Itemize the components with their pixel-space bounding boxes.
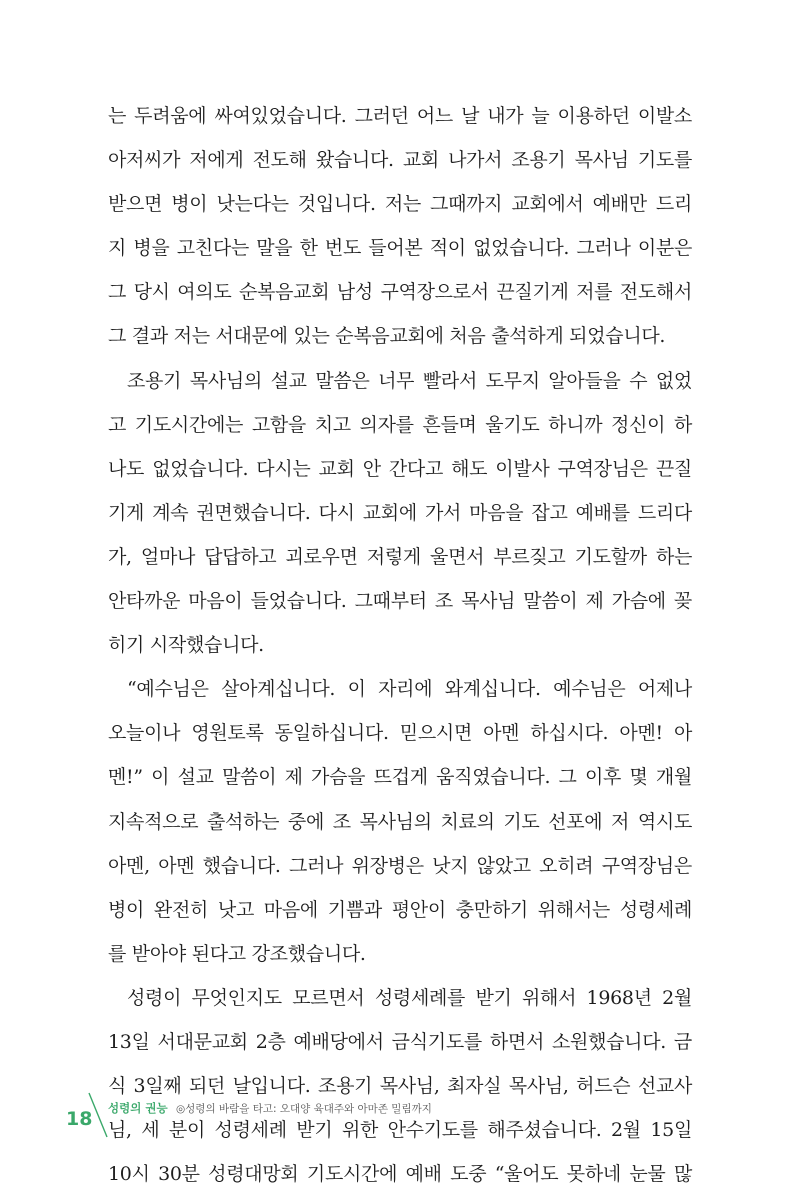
text-line: 그 당시 여의도 순복음교회 남성 구역장으로서 끈질기게 저를 전도해서 <box>108 281 692 304</box>
text-line: 조용기 목사님의 설교 말씀은 너무 빨라서 도무지 알아들을 수 없었 <box>127 369 692 392</box>
text-line: 나도 없었습니다. 다시는 교회 안 간다고 해도 이발사 구역장님은 끈질 <box>108 457 692 480</box>
page-footer <box>66 1092 766 1142</box>
text-line: 아저씨가 저에게 전도해 왔습니다. 교회 나가서 조용기 목사님 기도를 <box>108 149 692 172</box>
text-line: 아멘, 아멘 했습니다. 그러나 위장병은 낫지 않았고 오히려 구역장님은 <box>108 854 692 877</box>
text-line: 가, 얼마나 답답하고 괴로우면 저렇게 울면서 부르짖고 기도할까 하는 <box>108 545 692 568</box>
text-line: 를 받아야 된다고 강조했습니다. <box>108 942 366 965</box>
text-line: 고 기도시간에는 고함을 치고 의자를 흔들며 울기도 하니까 정신이 하 <box>108 413 692 436</box>
text-line: 식 3일째 되던 날입니다. 조용기 목사님, 최자실 목사님, 허드슨 선교사 <box>108 1075 692 1098</box>
text-line: 는 두려움에 싸여있었습니다. 그러던 어느 날 내가 늘 이용하던 이발소 <box>108 105 692 127</box>
text-line: 멘!” 이 설교 말씀이 제 가슴을 뜨겁게 움직였습니다. 그 이후 몇 개월 <box>108 766 692 789</box>
text-line: 기게 계속 권면했습니다. 다시 교회에 가서 마음을 잡고 예배를 드리다 <box>108 501 692 524</box>
text-line: 받으면 병이 낫는다는 것입니다. 저는 그때까지 교회에서 예배만 드리 <box>108 193 692 216</box>
book-subtitle: ◎성령의 바람을 타고: 오대양 육대주와 아마존 밀림까지 <box>176 1103 432 1115</box>
text-line: 히기 시작했습니다. <box>108 634 264 657</box>
text-line: 님, 세 분이 성령세례 받기 위한 안수기도를 해주셨습니다. 2월 15일 <box>108 1119 692 1142</box>
footer-divider-slash <box>88 1092 108 1138</box>
body-text <box>108 94 692 1196</box>
book-title: 성령의 권능 <box>108 1101 168 1115</box>
text-line: 오늘이나 영원토록 동일하십니다. 믿으시면 아멘 하십시다. 아멘! 아 <box>108 722 692 745</box>
page-number: 18 <box>66 1108 93 1130</box>
text-line: 안타까운 마음이 들었습니다. 그때부터 조 목사님 말씀이 제 가슴에 꽂 <box>108 590 692 613</box>
text-line: 병이 완전히 낫고 마음에 기쁨과 평안이 충만하기 위해서는 성령세례 <box>108 898 692 921</box>
text-line: 13일 서대문교회 2층 예배당에서 금식기도를 하면서 소원했습니다. 금 <box>108 1030 692 1053</box>
text-line: 지 병을 고친다는 말을 한 번도 들어본 적이 없었습니다. 그러나 이분은 <box>108 237 692 260</box>
text-line: 지속적으로 출석하는 중에 조 목사님의 치료의 기도 선포에 저 역시도 <box>108 810 692 833</box>
text-line: 10시 30분 성령대망회 기도시간에 예배 도중 “울어도 못하네 눈물 많 <box>108 1163 692 1186</box>
text-line: “예수님은 살아계십니다. 이 자리에 와계십니다. 예수님은 어제나 <box>127 678 692 701</box>
text-line: 그 결과 저는 서대문에 있는 순복음교회에 처음 출석하게 되었습니다. <box>108 325 666 348</box>
text-line: 성령이 무엇인지도 모르면서 성령세례를 받기 위해서 1968년 2월 <box>127 986 692 1009</box>
